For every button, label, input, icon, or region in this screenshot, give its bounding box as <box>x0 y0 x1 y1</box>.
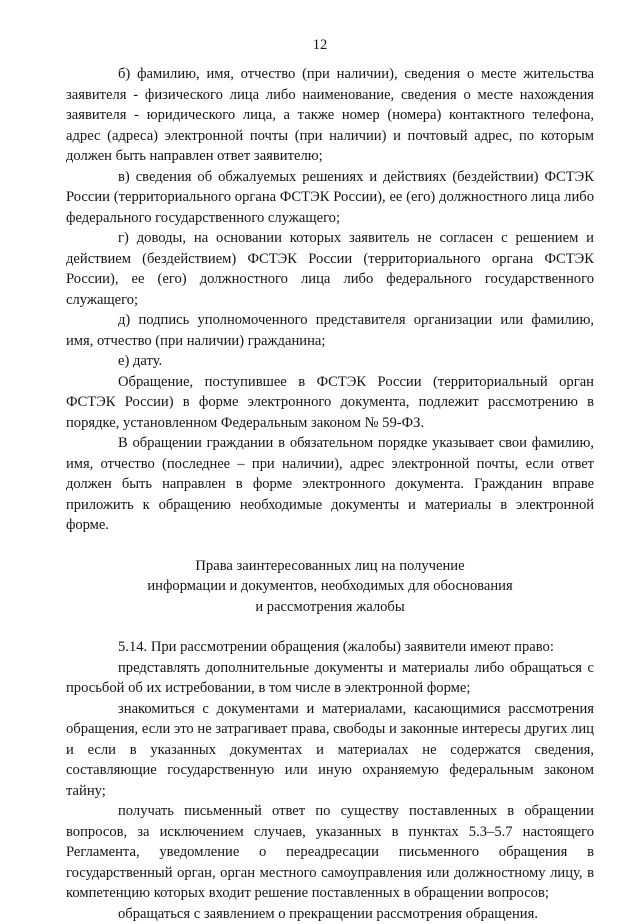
paragraph-right-submit-documents: представлять дополнительные документы и материалы либо обращаться с просьбой об их истребовании, в том числе в электронной форме; <box>66 658 594 699</box>
section-title <box>66 556 594 618</box>
document-body <box>66 64 594 924</box>
paragraph-item-g: г) доводы, на основании которых заявитель не согласен с решением и действием (бездействием) ФСТЭК России (территориального органа ФСТЭК России), ее (его) должностного лица либо федерального государственного служащего; <box>66 228 594 310</box>
paragraph-item-b: б) фамилию, имя, отчество (при наличии), сведения о месте жительства заявителя - физического лица либо наименование, сведения о месте нахождения заявителя - юридического лица, а также номер (номера) контактного телефона, адрес (адреса) электронной почты (при наличии) и почтовый адрес, по которым должен быть направлен ответ заявителю; <box>66 64 594 167</box>
section-title-line: информации и документов, необходимых для обоснования <box>66 576 594 597</box>
paragraph-item-d: д) подпись уполномоченного представителя организации или фамилию, имя, отчество (при наличии) гражданина; <box>66 310 594 351</box>
paragraph-citizen-requirements: В обращении граждании в обязательном порядке указывает свои фамилию, имя, отчество (последнее – при наличии), адрес электронной почты, если ответ должен быть направлен в форме электронного документа. Гражданин вправе приложить к обращению необходимые документы и материалы в электронной форме. <box>66 433 594 536</box>
paragraph-right-terminate-review: обращаться с заявлением о прекращении рассмотрения обращения. <box>66 904 594 924</box>
paragraph-item-e: е) дату. <box>66 351 594 372</box>
paragraph-right-review-materials: знакомиться с документами и материалами, касающимися рассмотрения обращения, если это не затрагивает права, свободы и законные интересы других лиц и если в указанных документах и материалах не содержатся сведения, составляющие государственную или иную охраняемую федеральным законом тайну; <box>66 699 594 802</box>
section-title-line: Права заинтересованных лиц на получение <box>66 556 594 577</box>
page-number: 12 <box>0 36 640 54</box>
paragraph-item-v: в) сведения об обжалуемых решениях и действиях (бездействии) ФСТЭК России (территориального органа ФСТЭК России), ее (его) должностного лица либо федерального государственного служащего; <box>66 167 594 229</box>
section-title-line: и рассмотрения жалобы <box>66 597 594 618</box>
paragraph-right-written-answer: получать письменный ответ по существу поставленных в обращении вопросов, за исключением случаев, указанных в пунктах 5.3–5.7 настоящего Регламента, уведомление о переадресации письменного обращения в государственный орган, орган местного самоуправления или должностному лицу, в компетенцию которых входит решение поставленных в обращении вопросов; <box>66 801 594 904</box>
paragraph-electronic-appeal: Обращение, поступившее в ФСТЭК России (территориальный орган ФСТЭК России) в форме электронного документа, подлежит рассмотрению в порядке, установленном Федеральным законом № 59-ФЗ. <box>66 372 594 434</box>
paragraph-5-14: 5.14. При рассмотрении обращения (жалобы) заявители имеют право: <box>66 637 594 658</box>
